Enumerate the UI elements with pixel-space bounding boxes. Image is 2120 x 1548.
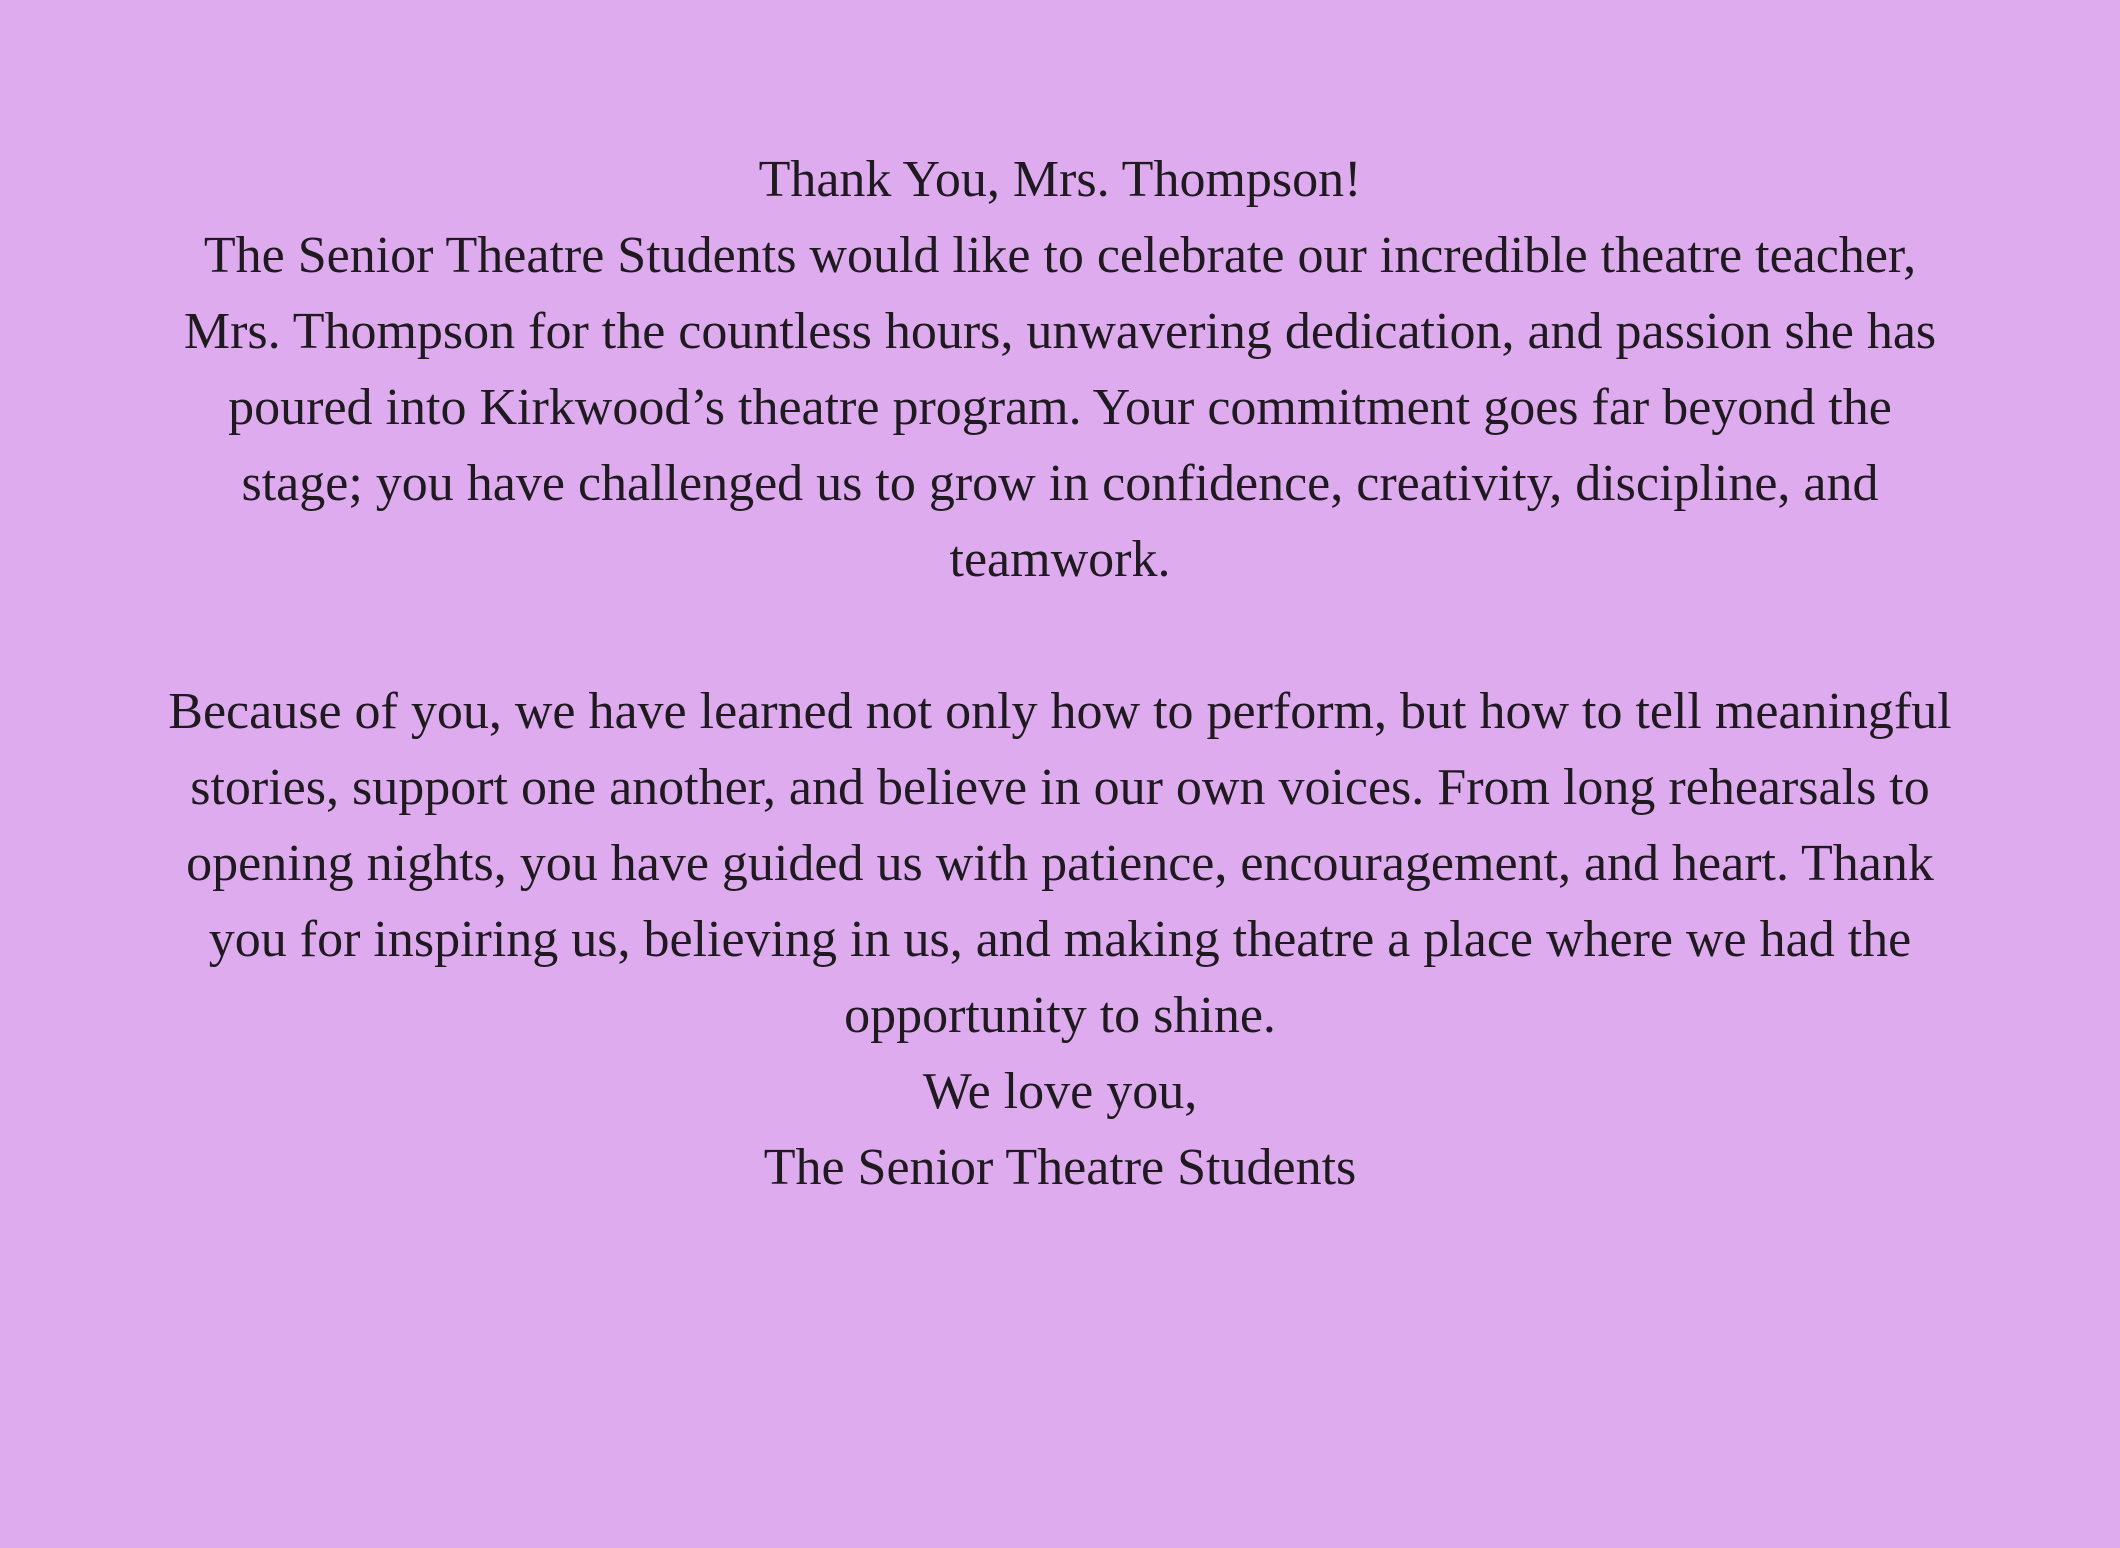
text-line: Mrs. Thompson for the countless hours, unwavering dedication, and passion she has (183, 303, 1937, 360)
text-line: The Senior Theatre Students would like to celebrate our incredible theatre teacher, (203, 227, 1917, 284)
text-line: stage; you have challenged us to grow in confidence, creativity, discipline, and (241, 455, 1879, 512)
blank-line (90, 598, 2030, 674)
signature-line: We love you, (922, 1063, 1198, 1120)
text-line: stories, support one another, and believe in our own voices. From long rehearsals to (190, 759, 1930, 816)
text-line: opportunity to shine. (844, 987, 1276, 1044)
signature-line: The Senior Theatre Students (763, 1139, 1357, 1196)
text-line: opening nights, you have guided us with patience, encouragement, and heart. Thank (186, 835, 1934, 892)
page-title: Thank You, Mrs. Thompson! (758, 151, 1362, 208)
text-line: you for inspiring us, believing in us, and making theatre a place where we had the (208, 911, 1912, 968)
text-line: poured into Kirkwood’s theatre program. Your commitment goes far beyond the (228, 379, 1892, 436)
text-line: Because of you, we have learned not only how to perform, but how to tell meaningful (168, 683, 1952, 740)
text-line: teamwork. (949, 531, 1171, 588)
